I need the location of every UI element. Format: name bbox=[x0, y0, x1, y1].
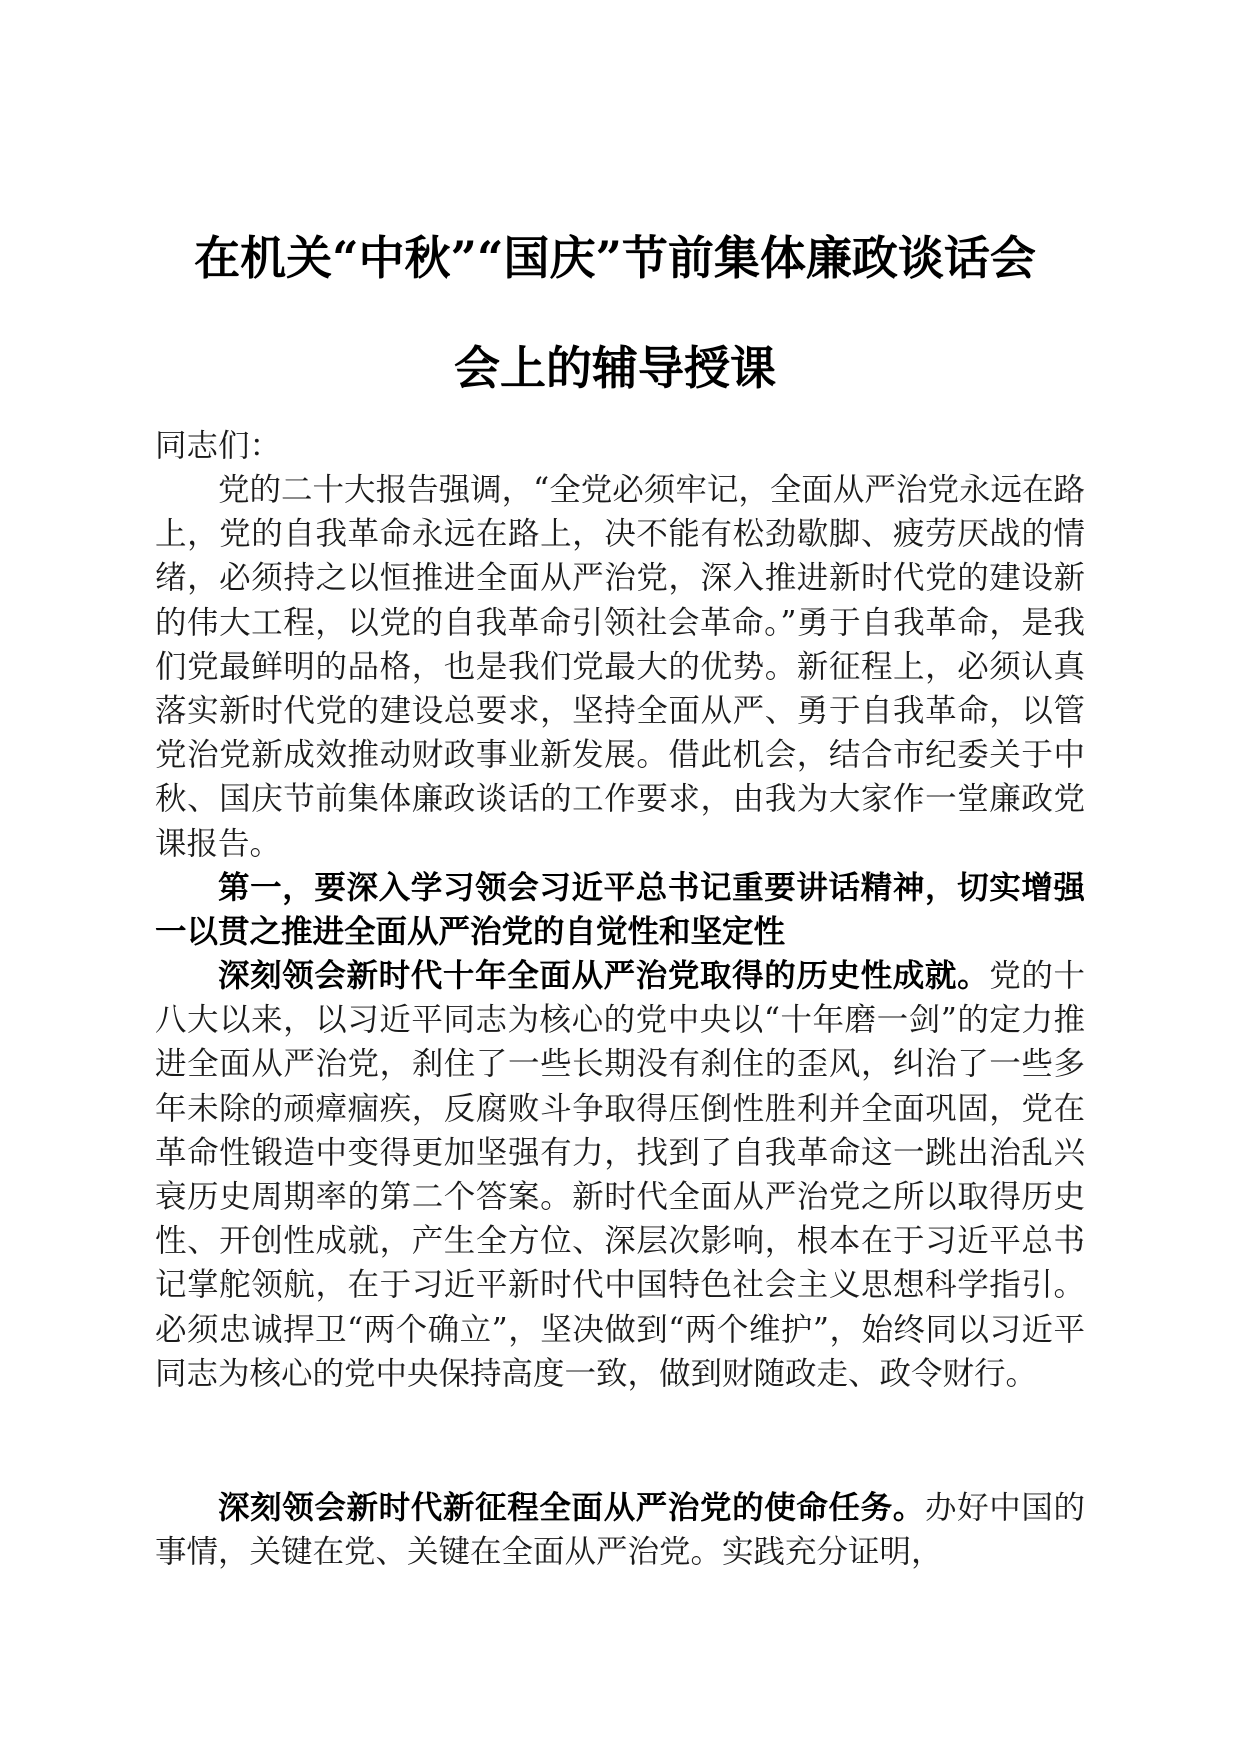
paragraph-mission-tasks bbox=[155, 1486, 1085, 1574]
paragraph-lead-bold: 深刻领会新时代十年全面从严治党取得的历史性成就。 bbox=[218, 957, 990, 994]
paragraph-lead-bold: 深刻领会新时代新征程全面从严治党的使命任务。 bbox=[218, 1489, 925, 1526]
paragraph-body: 党的十八大以来，以习近平同志为核心的党中央以“十年磨一剑”的定力推进全面从严治党，刹住了一些长期没有刹住的歪风，纠治了一些多年未除的顽瘴痼疾，反腐败斗争取得压倒性胜利并全面巩固，党在革命性锻造中变得更加坚强有力，找到了自我革命这一跳出治乱兴衰历史周期率的第二个答案。新时代全面从严治党之所以取得历史性、开创性成就，产生全方位、深层次影响，根本在于习近平总书记掌舵领航，在于习近平新时代中国特色社会主义思想科学指引。必须忠诚捍卫“两个确立”，坚决做到“两个维护”，始终同以习近平同志为核心的党中央保持高度一致，做到财随政走、政令财行。 bbox=[155, 958, 1085, 1392]
paragraph-body: 办好中国的事情，关键在党、关键在全面从严治党。实践充分证明， bbox=[155, 1490, 1085, 1571]
salutation: 同志们： bbox=[155, 428, 282, 464]
document-title-line-1: 在机关“中秋”“国庆”节前集体廉政谈话会 bbox=[194, 231, 1036, 285]
document-title-line-2: 会上的辅导授课 bbox=[454, 341, 776, 395]
section-heading-1: 第一，要深入学习领会习近平总书记重要讲话精神，切实增强一以贯之推进全面从严治党的自觉性和坚定性 bbox=[155, 869, 1085, 951]
paragraph-intro: 党的二十大报告强调，“全党必须牢记，全面从严治党永远在路上，党的自我革命永远在路上，决不能有松劲歇脚、疲劳厌战的情绪，必须持之以恒推进全面从严治党，深入推进新时代党的建设新的伟大工程，以党的自我革命引领社会革命。”勇于自我革命，是我们党最鲜明的品格，也是我们党最大的优势。新征程上，必须认真落实新时代党的建设总要求，坚持全面从严、勇于自我革命，以管党治党新成效推动财政事业新发展。借此机会，结合市纪委关于中秋、国庆节前集体廉政谈话的工作要求，由我为大家作一堂廉政党课报告。 bbox=[155, 472, 1085, 862]
paragraph-historic-achievements bbox=[155, 954, 1085, 1396]
